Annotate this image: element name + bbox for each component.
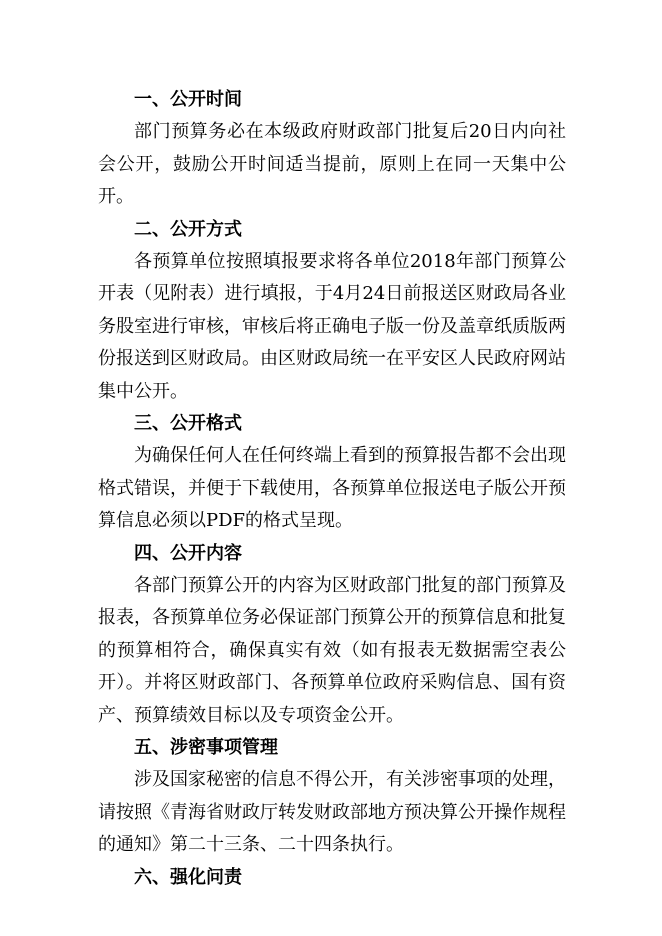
section-heading: 六、强化问责 — [134, 866, 242, 888]
section-heading: 二、公开方式 — [134, 218, 242, 240]
section-paragraph: 部门预算务必在本级政府财政部门批复后20日内向社会公开，鼓励公开时间适当提前，原则上在同一天集中公开。 — [98, 121, 566, 207]
document-body — [98, 84, 566, 894]
section-heading: 五、涉密事项管理 — [134, 737, 278, 758]
section-paragraph: 涉及国家秘密的信息不得公开，有关涉密事项的处理，请按照《青海省财政厅转发财政部地方预决算公开操作规程的通知》第二十三条、二十四条执行。 — [98, 769, 566, 855]
section-paragraph: 各预算单位按照填报要求将各单位2018年部门预算公开表（见附表）进行填报，于4月24日前报送区财政局各业务股室进行审核，审核后将正确电子版一份及盖章纸质版两份报送到区财政局。由区财政局统一在平安区人民政府网站集中公开。 — [98, 250, 566, 402]
section-heading: 三、公开格式 — [134, 413, 242, 434]
section-publish-time — [98, 84, 566, 214]
section-publish-content — [98, 538, 566, 733]
section-heading: 一、公开时间 — [134, 89, 242, 110]
section-heading: 四、公开内容 — [134, 542, 242, 564]
section-paragraph: 为确保任何人在任何终端上看到的预算报告都不会出现格式错误，并便于下载使用，各预算单位报送电子版公开预算信息必须以PDF的格式呈现。 — [98, 445, 566, 531]
section-publish-method — [98, 214, 566, 409]
section-publish-format — [98, 408, 566, 538]
section-classified-management — [98, 732, 566, 862]
section-accountability — [98, 862, 566, 894]
section-paragraph: 各部门预算公开的内容为区财政部门批复的部门预算及报表，各预算单位务必保证部门预算公开的预算信息和批复的预算相符合，确保真实有效（如有报表无数据需空表公开）。并将区财政部门、各预算单位政府采购信息、国有资产、预算绩效目标以及专项资金公开。 — [98, 574, 566, 726]
